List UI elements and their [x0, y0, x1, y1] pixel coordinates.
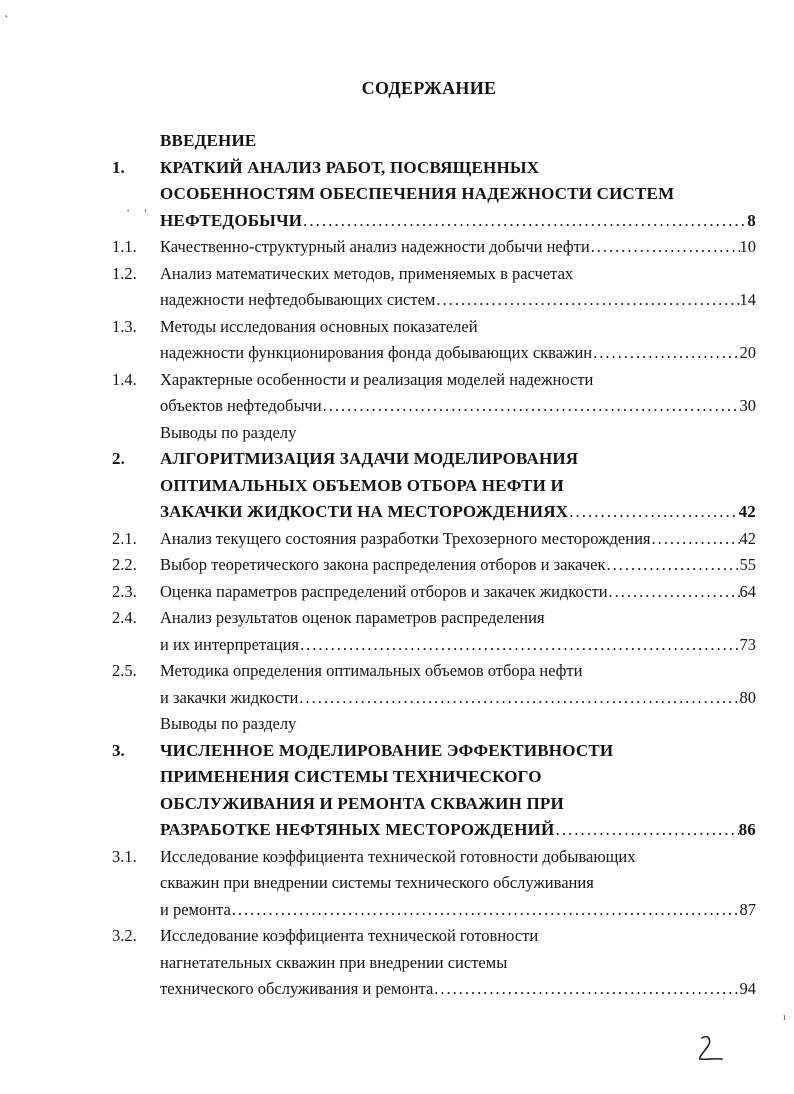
toc-entry-number: 1.: [112, 157, 125, 177]
toc-entry-final-line: [112, 208, 756, 235]
dot-leader: [302, 208, 747, 235]
table-of-contents: [112, 128, 756, 1003]
toc-entry-number: 1.2.: [112, 263, 137, 283]
dot-leader: [554, 817, 738, 844]
toc-entry-text: Исследование коэффициента технической готовности добывающих: [160, 846, 636, 866]
toc-entry-text: надежности функционирования фонда добывающих скважин: [160, 343, 593, 362]
toc-page-number: 10: [739, 237, 756, 256]
toc-entry-final-line: [112, 340, 756, 367]
toc-entry-text: Выбор теоретического закона распределения отборов и закачек: [160, 555, 606, 574]
toc-page-number: 94: [739, 979, 756, 998]
toc-entry: [112, 738, 756, 844]
toc-entry-text: Характерные особенности и реализация моделей надежности: [160, 369, 594, 389]
toc-entry-number: 2.4.: [112, 608, 137, 627]
toc-entry: [112, 579, 756, 606]
dot-leader: [322, 393, 740, 420]
toc-entry-final-line: [112, 499, 756, 526]
toc-page-number: 8: [747, 210, 756, 230]
toc-entry: [112, 234, 756, 261]
toc-entry-text: ЗАКАЧКИ ЖИДКОСТИ НА МЕСТОРОЖДЕНИЯХ: [160, 502, 569, 521]
toc-entry: [112, 367, 756, 420]
dot-leader: [568, 499, 738, 526]
toc-page-number: 80: [739, 687, 756, 707]
page-title: СОДЕРЖАНИЕ: [361, 78, 497, 98]
toc-entry-text: ОБСЛУЖИВАНИЯ И РЕМОНТА СКВАЖИН ПРИ: [160, 793, 564, 813]
dot-leader: [435, 287, 739, 314]
toc-entry: [112, 658, 756, 711]
scan-mark-ticks: ' ': [127, 206, 153, 220]
toc-entry-text: объектов нефтедобычи: [160, 396, 322, 415]
toc-entry-text: КРАТКИЙ АНАЛИЗ РАБОТ, ПОСВЯЩЕННЫХ: [160, 157, 540, 177]
toc-entry-final-line: [112, 234, 756, 261]
toc-page-number: 14: [739, 290, 756, 309]
toc-entry-text: Методика определения оптимальных объемов отбора нефти: [160, 661, 583, 680]
toc-page-number: 42: [738, 502, 756, 521]
toc-entry-final-line: [112, 632, 756, 659]
toc-entry-number: 2.: [112, 449, 125, 468]
toc-entry-text: ЧИСЛЕННОЕ МОДЕЛИРОВАНИЕ ЭФФЕКТИВНОСТИ: [160, 740, 614, 760]
toc-page-number: 20: [739, 343, 756, 362]
toc-page-number: 42: [739, 528, 756, 548]
toc-entry-final-line: [112, 393, 756, 420]
toc-entry-text: Выводы по разделу: [160, 422, 297, 442]
toc-entry: [112, 605, 756, 658]
toc-entry-final-line: [112, 817, 756, 844]
toc-entry-number: 2.3.: [112, 581, 137, 601]
toc-entry: [112, 923, 756, 1003]
toc-entry-number: 3.2.: [112, 926, 137, 945]
toc-entry-number: 3.1.: [112, 846, 137, 866]
toc-page-number: 30: [739, 396, 756, 415]
toc-entry-final-line: [112, 685, 756, 712]
dot-leader: [299, 632, 740, 659]
toc-entry-text: и их интерпретация: [160, 634, 299, 654]
toc-entry-text: Анализ результатов оценок параметров распределения: [160, 608, 545, 627]
toc-entry-final-line: [112, 526, 756, 553]
toc-entry-text: РАЗРАБОТКЕ НЕФТЯНЫХ МЕСТОРОЖДЕНИЙ: [160, 820, 555, 839]
toc-entry-text: нагнетательных скважин при внедрении системы: [160, 952, 508, 972]
dot-leader: [592, 340, 739, 367]
toc-entry-text: ОПТИМАЛЬНЫХ ОБЪЕМОВ ОТБОРА НЕФТИ И: [160, 475, 564, 495]
toc-entry-text: и закачки жидкости: [160, 687, 299, 707]
dot-leader: [231, 897, 740, 924]
toc-page-number: 73: [739, 634, 756, 654]
dot-leader: [608, 579, 740, 606]
toc-entry-number: 2.1.: [112, 528, 137, 548]
dot-leader: [651, 526, 740, 553]
toc-entry-number: 1.4.: [112, 369, 137, 389]
toc-entry-text: ПРИМЕНЕНИЯ СИСТЕМЫ ТЕХНИЧЕСКОГО: [160, 767, 542, 786]
toc-entry: [112, 552, 756, 579]
dot-leader: [605, 552, 739, 579]
toc-entry: [112, 711, 756, 738]
dot-leader: [590, 234, 740, 261]
toc-entry-final-line: [112, 287, 756, 314]
toc-entry-number: 1.3.: [112, 316, 137, 336]
toc-entry: [112, 261, 756, 314]
toc-entry-text: и ремонта: [160, 899, 231, 919]
toc-entry-text: Оценка параметров распределений отборов и закачек жидкости: [160, 581, 608, 601]
toc-entry-text: Исследование коэффициента технической готовности: [160, 926, 539, 945]
toc-entry: [112, 446, 756, 526]
toc-page-number: 55: [739, 555, 756, 574]
toc-entry-text: Качественно-структурный анализ надежности добычи нефти: [160, 237, 590, 256]
toc-entry-number: 3.: [112, 740, 125, 760]
toc-entry: [112, 128, 756, 155]
toc-entry-text: Выводы по разделу: [160, 714, 297, 733]
toc-entry-text: ОСОБЕННОСТЯМ ОБЕСПЕЧЕНИЯ НАДЕЖНОСТИ СИСТЕМ: [160, 184, 675, 203]
toc-entry: [112, 526, 756, 553]
toc-entry: [112, 314, 756, 367]
dot-leader: [298, 685, 739, 712]
toc-entry-text: НЕФТЕДОБЫЧИ: [160, 210, 303, 230]
toc-entry-text: ВВЕДЕНИЕ: [160, 131, 257, 150]
toc-entry: [112, 844, 756, 924]
toc-entry: [112, 420, 756, 447]
toc-entry-text: Методы исследования основных показателей: [160, 316, 478, 336]
toc-entry-number: 2.2.: [112, 555, 137, 574]
toc-entry-text: скважин при внедрении системы технического обслуживания: [160, 873, 594, 892]
toc-page-number: 87: [739, 899, 756, 919]
toc-entry-final-line: [112, 897, 756, 924]
toc-page-number: 86: [738, 820, 756, 839]
toc-entry-text: Анализ текущего состояния разработки Трехозерного месторождения: [160, 528, 651, 548]
toc-entry-final-line: [112, 976, 756, 1003]
scan-mark-top-left: ˋ: [4, 14, 9, 29]
toc-entry: [112, 155, 756, 235]
scan-mark-right: ı: [783, 1012, 786, 1023]
toc-page-number: 64: [739, 581, 756, 601]
toc-entry-number: 1.1.: [112, 237, 137, 256]
toc-entry-text: надежности нефтедобывающих систем: [160, 290, 436, 309]
toc-entry-number: 2.5.: [112, 661, 137, 680]
toc-entry-final-line: [112, 552, 756, 579]
handwritten-page-number: [692, 1032, 728, 1066]
toc-entry-text: АЛГОРИТМИЗАЦИЯ ЗАДАЧИ МОДЕЛИРОВАНИЯ: [160, 449, 579, 468]
toc-entry-final-line: [112, 579, 756, 606]
dot-leader: [433, 976, 739, 1003]
toc-entry-text: Анализ математических методов, применяемых в расчетах: [160, 263, 574, 283]
toc-entry-text: технического обслуживания и ремонта: [160, 979, 434, 998]
